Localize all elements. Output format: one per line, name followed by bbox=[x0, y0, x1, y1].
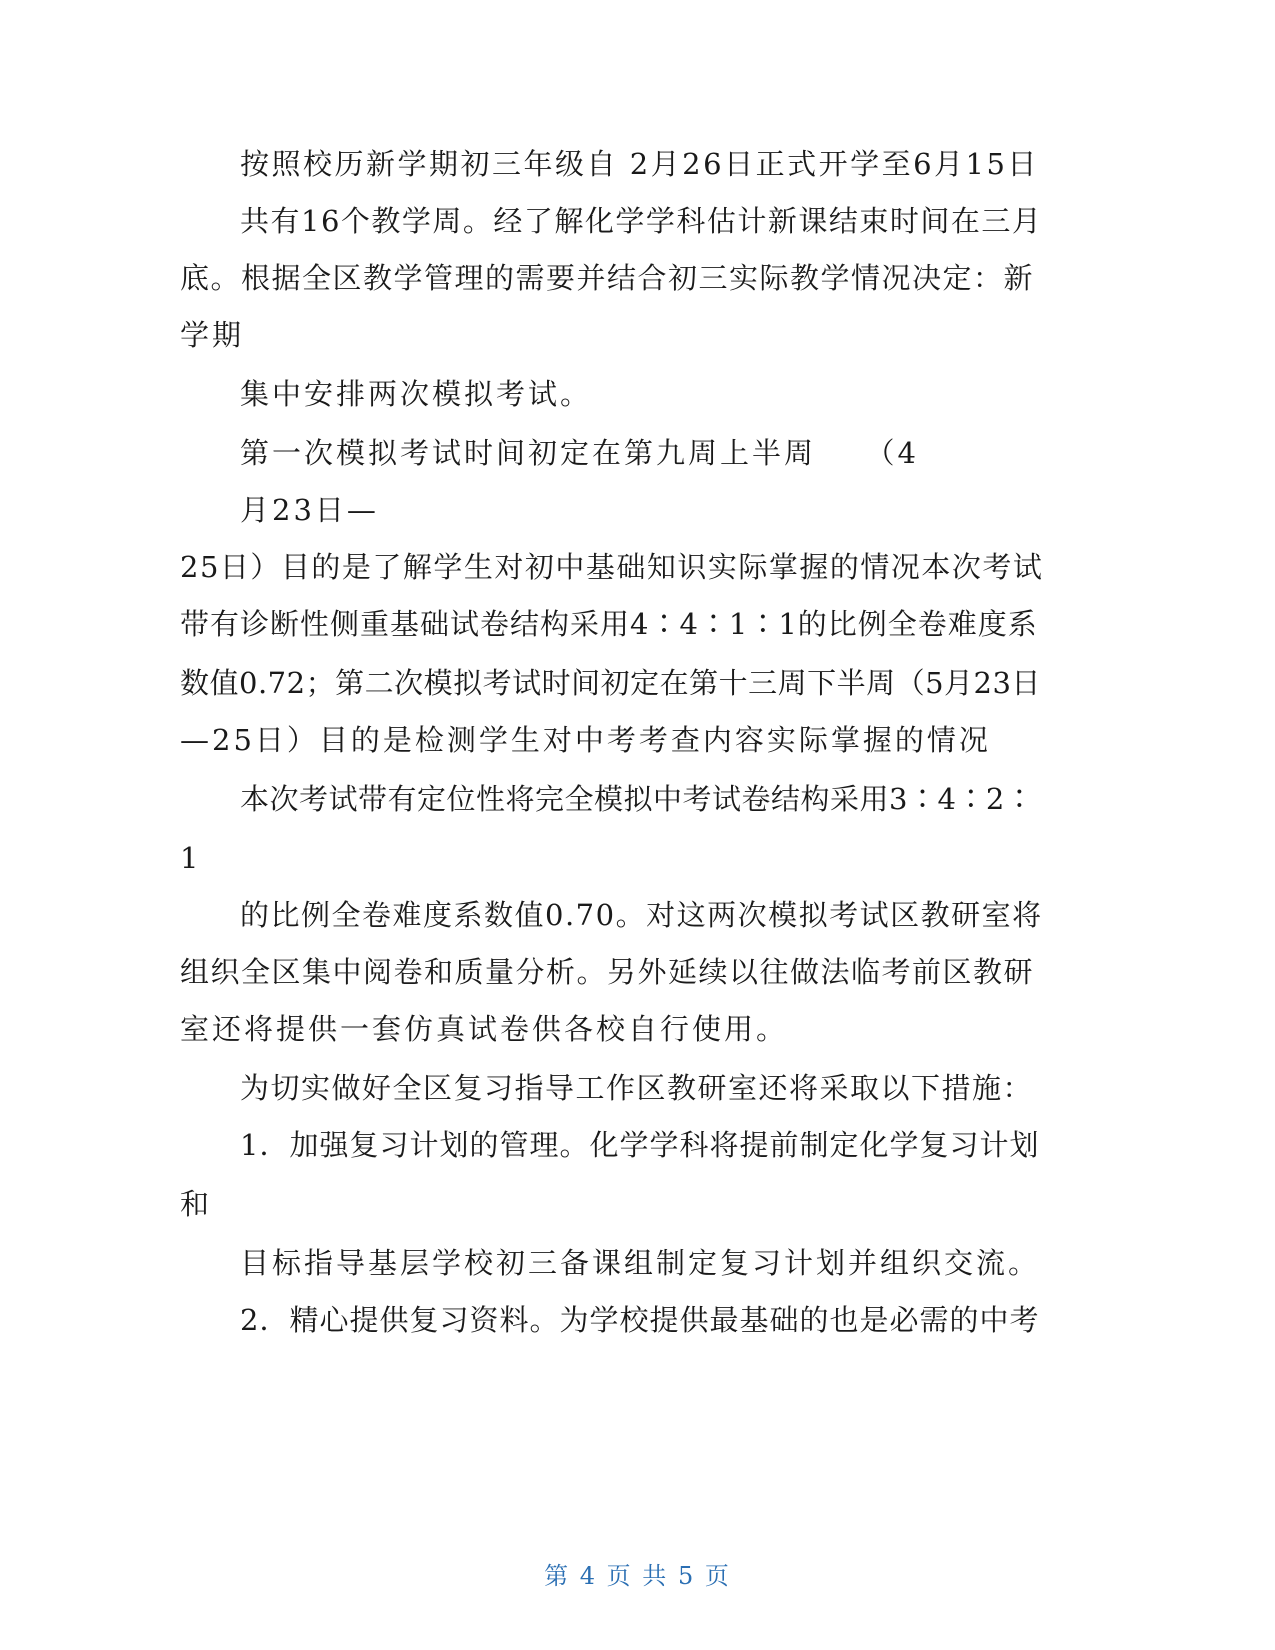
text-line: 组织全区集中阅卷和质量分析。另外延续以往做法临考前区教研 bbox=[180, 955, 1035, 989]
text-line: 带有诊断性侧重基础试卷结构采用4∶4∶1∶1的比例全卷难度系 bbox=[180, 607, 1038, 641]
text-line: 室还将提供一套仿真试卷供各校自行使用。 bbox=[180, 1012, 789, 1046]
text-line: 共有16个教学周。经了解化学学科估计新课结束时间在三月 bbox=[240, 204, 1043, 238]
text-line: 25日）目的是了解学生对初中基础知识实际掌握的情况本次考试 bbox=[180, 550, 1044, 584]
text-line: 和 bbox=[180, 1187, 213, 1221]
text-line: 2．精心提供复习资料。为学校提供最基础的也是必需的中考 bbox=[240, 1303, 1040, 1337]
text-line: 目标指导基层学校初三备课组制定复习计划并组织交流。 bbox=[240, 1246, 1041, 1280]
text-line: 的比例全卷难度系数值0.70。对这两次模拟考试区教研室将 bbox=[240, 898, 1043, 932]
text-line: 底。根据全区教学管理的需要并结合初三实际教学情况决定：新 bbox=[180, 261, 1035, 295]
text-line: 本次考试带有定位性将完全模拟中考试卷结构采用3∶4∶2∶ bbox=[240, 782, 1035, 816]
text-line: 月23日— bbox=[240, 493, 379, 527]
text-line: 1．加强复习计划的管理。化学学科将提前制定化学复习计划 bbox=[240, 1128, 1040, 1162]
text-line: —25日）目的是检测学生对中考考查内容实际掌握的情况 bbox=[180, 723, 991, 757]
text-line: 第一次模拟考试时间初定在第九周上半周 （4 bbox=[240, 436, 919, 470]
text-line: 按照校历新学期初三年级自 2月26日正式开学至6月15日 bbox=[240, 147, 1039, 181]
text-line: 为切实做好全区复习指导工作区教研室还将采取以下措施： bbox=[240, 1071, 1034, 1105]
text-line: 集中安排两次模拟考试。 bbox=[240, 377, 593, 411]
page-number-footer: 第 4 页 共 5 页 bbox=[544, 1562, 731, 1590]
text-line: 数值0.72；第二次模拟考试时间初定在第十三周下半周（5月23日 bbox=[180, 666, 1041, 700]
text-line: 学期 bbox=[180, 318, 245, 352]
text-line: 1 bbox=[180, 841, 202, 875]
